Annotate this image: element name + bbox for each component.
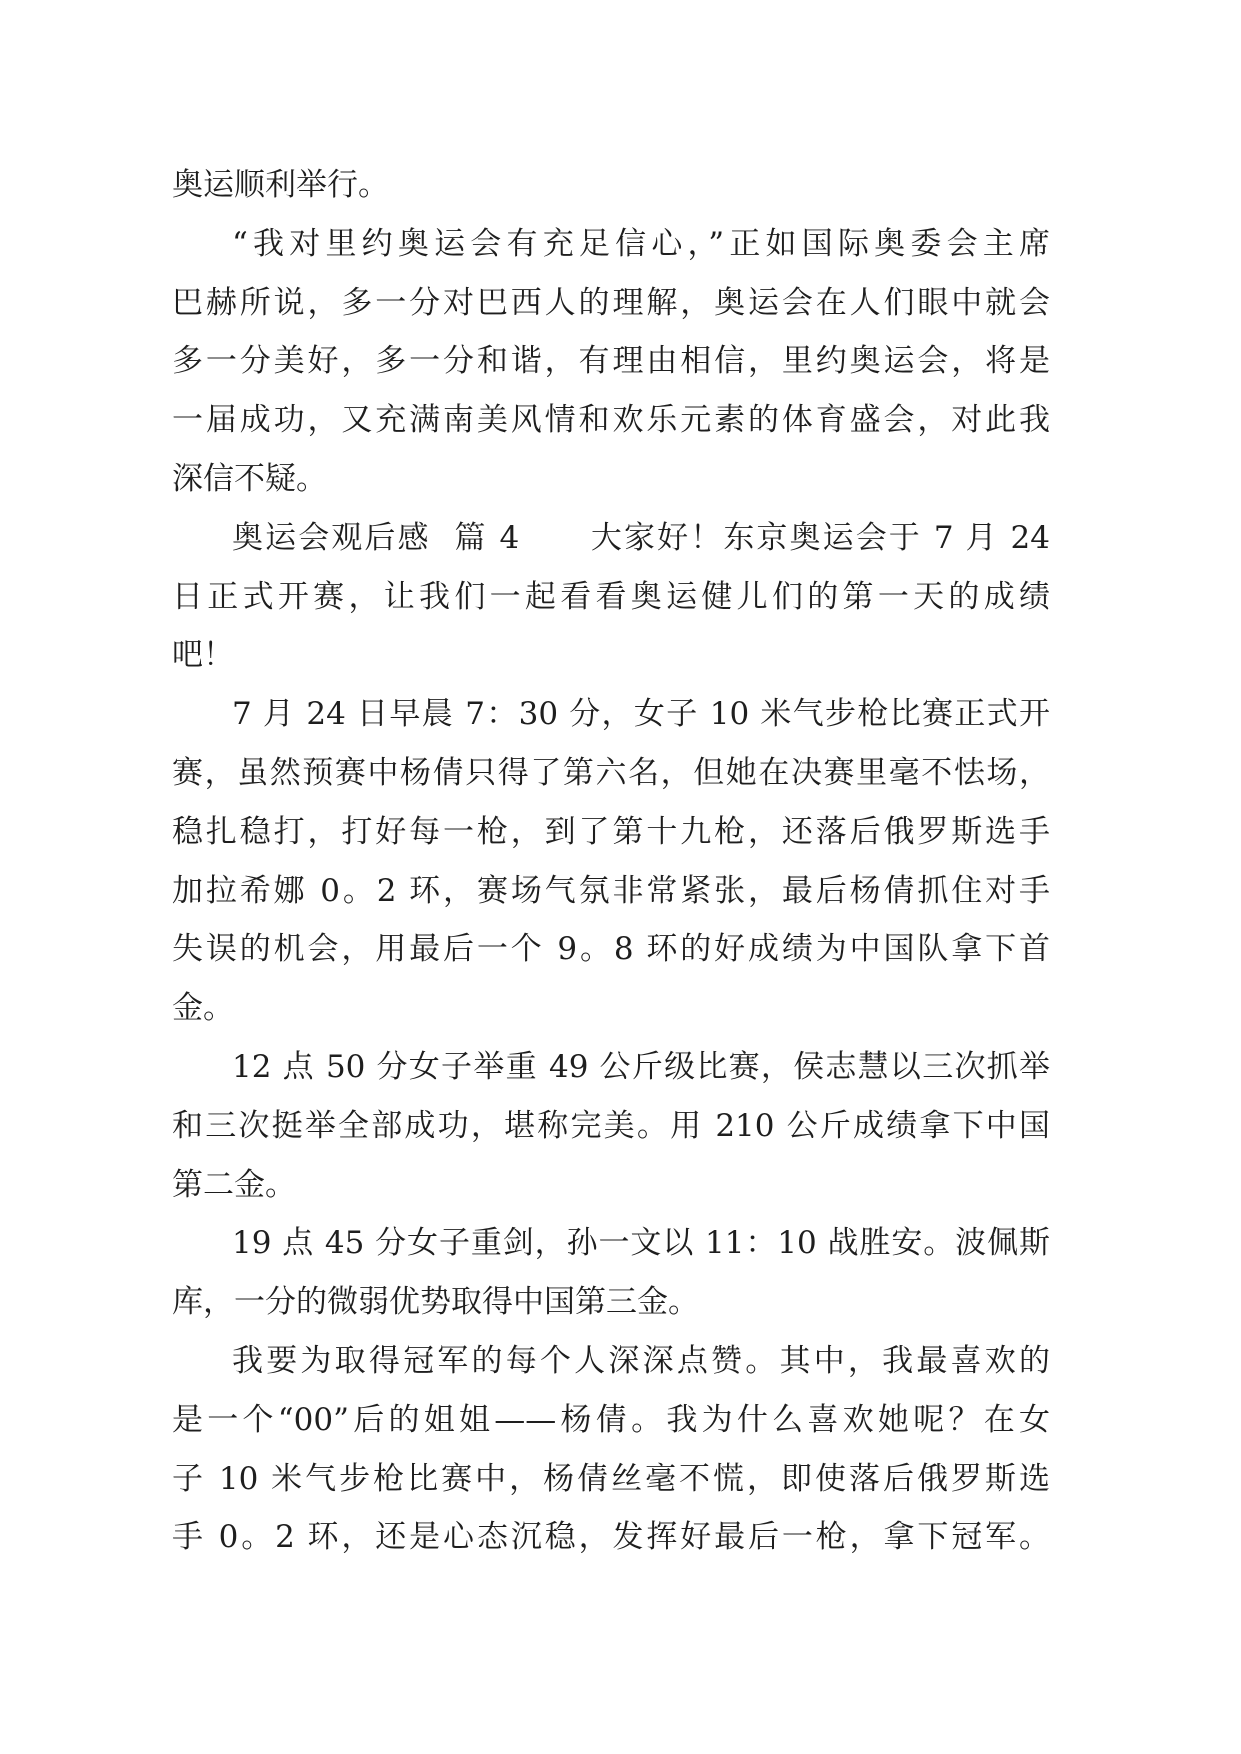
paragraph xyxy=(172,1214,1050,1332)
text-line: 金。 xyxy=(172,990,234,1027)
document-body xyxy=(172,156,1050,1567)
text-line: 赛，虽然预赛中杨倩只得了第六名，但她在决赛里毫不怯场， xyxy=(172,754,1050,791)
text-line: 我要为取得冠军的每个人深深点赞。其中，我最喜欢的 xyxy=(232,1342,1050,1379)
text-line: 是一个“00”后的姐姐——杨倩。我为什么喜欢她呢？在女 xyxy=(172,1401,1050,1438)
text-line: 多一分美好，多一分和谐，有理由相信，里约奥运会，将是 xyxy=(172,343,1050,380)
text-line: 巴赫所说，多一分对巴西人的理解，奥运会在人们眼中就会 xyxy=(172,284,1050,321)
text-line: 失误的机会，用最后一个 9。8 环的好成绩为中国队拿下首 xyxy=(172,931,1050,968)
text-line: 吧！ xyxy=(172,637,234,674)
paragraph xyxy=(172,1332,1050,1567)
text-line: 奥运会观后感 篇 4 大家好！东京奥运会于 7 月 24 xyxy=(232,519,1050,556)
text-line: 库，一分的微弱优势取得中国第三金。 xyxy=(172,1284,699,1321)
text-line: 深信不疑。 xyxy=(172,460,327,497)
text-line: 7 月 24 日早晨 7：30 分，女子 10 米气步枪比赛正式开 xyxy=(232,696,1050,733)
text-line: 一届成功，又充满南美风情和欢乐元素的体育盛会，对此我 xyxy=(172,402,1050,439)
text-line: 奥运顺利举行。 xyxy=(172,167,389,203)
paragraph xyxy=(172,509,1050,685)
paragraph xyxy=(172,1038,1050,1214)
text-line: 稳扎稳打，打好每一枪，到了第十九枪，还落后俄罗斯选手 xyxy=(172,813,1050,850)
text-line: 12 点 50 分女子举重 49 公斤级比赛，侯志慧以三次抓举 xyxy=(232,1048,1050,1085)
paragraph xyxy=(172,685,1050,1038)
text-line: 加拉希娜 0。2 环，赛场气氛非常紧张，最后杨倩抓住对手 xyxy=(172,872,1050,909)
paragraph xyxy=(172,156,1050,215)
text-line: 日正式开赛，让我们一起看看奥运健儿们的第一天的成绩 xyxy=(172,578,1050,615)
text-line: “我对里约奥运会有充足信心，”正如国际奥委会主席 xyxy=(232,225,1050,262)
text-line: 手 0。2 环，还是心态沉稳，发挥好最后一枪，拿下冠军。 xyxy=(172,1519,1050,1556)
text-line: 和三次挺举全部成功，堪称完美。用 210 公斤成绩拿下中国 xyxy=(172,1107,1050,1144)
text-line: 第二金。 xyxy=(172,1166,296,1203)
paragraph xyxy=(172,215,1050,509)
text-line: 子 10 米气步枪比赛中，杨倩丝毫不慌，即使落后俄罗斯选 xyxy=(172,1460,1050,1497)
text-line: 19 点 45 分女子重剑，孙一文以 11：10 战胜安。波佩斯 xyxy=(232,1225,1050,1262)
